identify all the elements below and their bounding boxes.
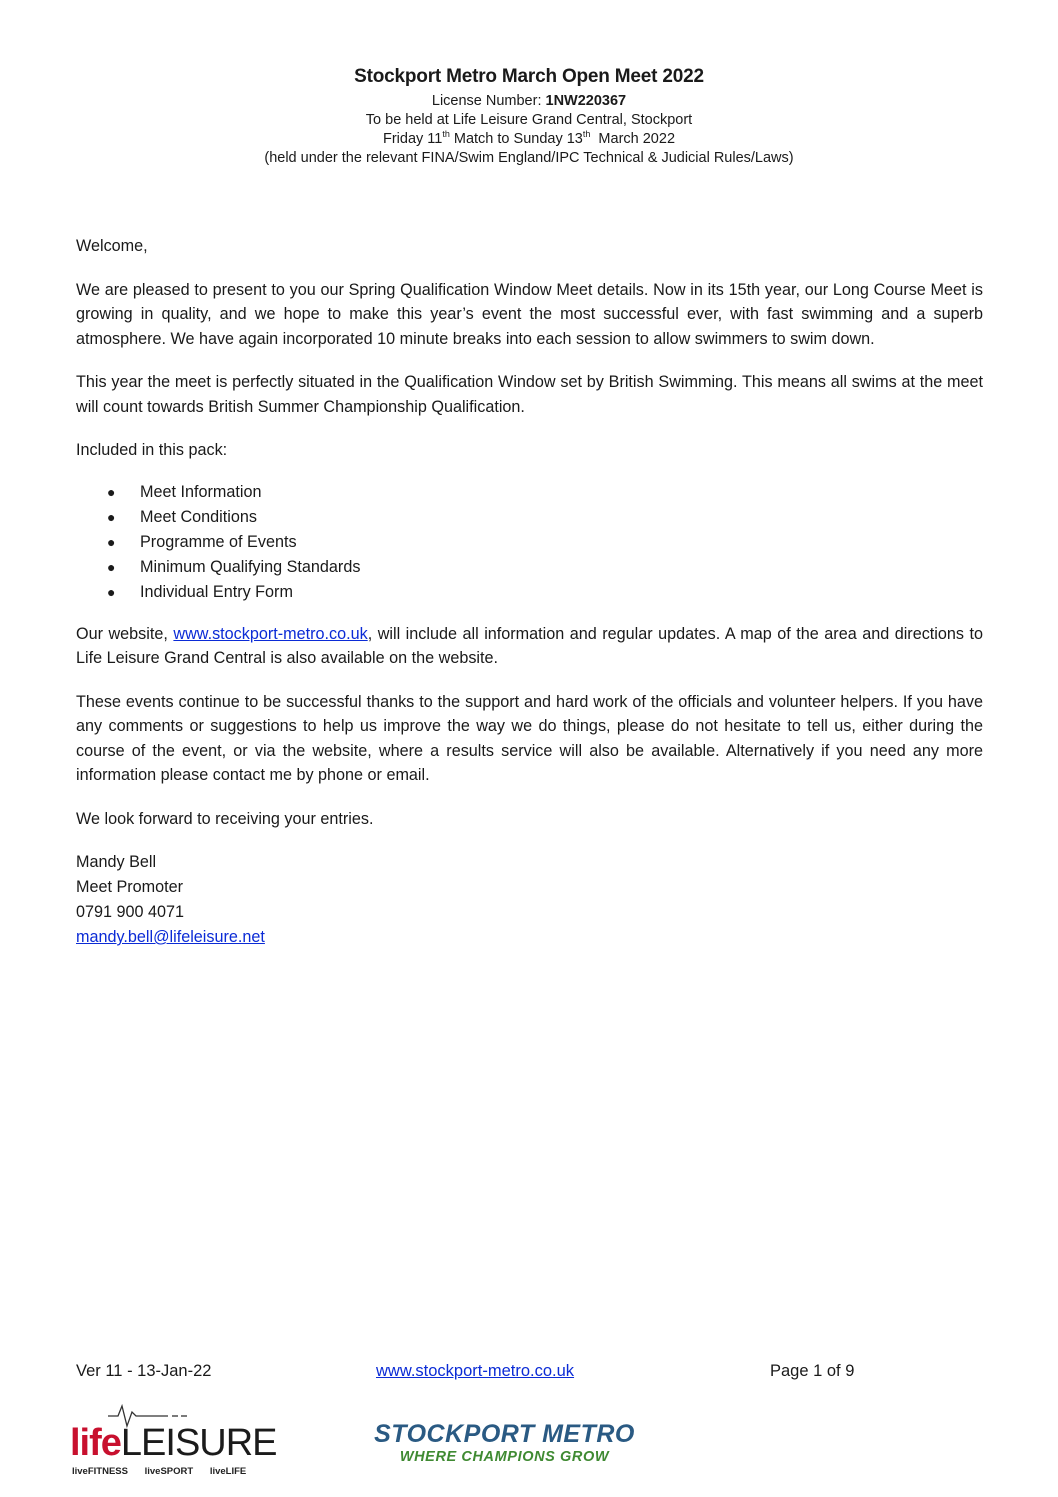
feedback-paragraph: These events continue to be successful thanks to the support and hard work of the officials and volunteer helpers. If you have any comments or suggestions to help us improve the way we do things, please do not hesitate to tell us, either during the course of the event, or via the website, where a results service will also be available. Alternatively if you need any more information please contact me by phone or email. — [76, 692, 983, 784]
closing-line: We look forward to receiving your entries. — [76, 809, 374, 828]
footer-website-link[interactable]: www.stockport-metro.co.uk — [376, 1362, 575, 1380]
list-item — [76, 505, 983, 530]
stockport-metro-logo — [362, 1420, 647, 1468]
website-text: , will include all information and regular updates. A map of the area and directions to Life Leisure Grand Central is also available on the website. — [76, 624, 983, 667]
intro-paragraph: We are pleased to present to you our Spring Qualification Window Meet details. Now in its 15th year, our Long Course Meet is growing in quality, and we hope to make this year’s event the most successful ever, with fast swimming and a superb atmosphere. We have again incorporated 10 minute breaks into each session to allow swimmers to swim down. — [76, 280, 983, 348]
website-paragraph — [76, 622, 983, 671]
greeting: Welcome, — [76, 237, 148, 255]
license-label: License Number: — [431, 93, 542, 109]
signoff-role: Meet Promoter — [76, 878, 184, 896]
license-number: 1NW220367 — [545, 93, 627, 109]
page-footer — [0, 1362, 1058, 1388]
dates-line — [0, 130, 1058, 149]
bullet-icon: ● — [107, 583, 116, 600]
tagline-item: liveSPORT — [144, 1466, 194, 1477]
license-line — [0, 92, 1058, 111]
metro-logo-slogan: WHERE CHAMPIONS GROW — [399, 1449, 610, 1465]
website-text: Our website, — [76, 624, 174, 643]
bullet-icon: ● — [107, 508, 116, 525]
list-item-label: Individual Entry Form — [140, 582, 293, 601]
qualification-paragraph: This year the meet is perfectly situated in the Qualification Window set by British Swimming. This means all swims at the meet will count towards British Summer Championship Qualification. — [76, 373, 983, 416]
life-leisure-tagline — [72, 1466, 260, 1477]
dates-part: Friday 11 — [382, 131, 443, 147]
signoff-email-link[interactable]: mandy.bell@lifeleisure.net — [76, 928, 265, 946]
rules-line: (held under the relevant FINA/Swim England/IPC Technical & Judicial Rules/Laws) — [264, 150, 794, 166]
signoff-block — [76, 850, 983, 950]
signoff-name: Mandy Bell — [76, 853, 157, 871]
list-item-label: Minimum Qualifying Standards — [140, 557, 361, 576]
tagline-item: liveLIFE — [209, 1466, 247, 1477]
dates-superscript: th — [582, 129, 591, 140]
list-item-label: Programme of Events — [140, 532, 297, 551]
list-item — [76, 530, 983, 555]
list-item — [76, 480, 983, 505]
leisure-word: LEISURE — [120, 1422, 277, 1464]
pack-list — [76, 480, 983, 605]
dates-part: March 2022 — [590, 131, 676, 147]
version-label: Ver 11 - 13-Jan-22 — [76, 1362, 212, 1380]
signoff-phone: 0791 900 4071 — [76, 903, 185, 921]
document-title: Stockport Metro March Open Meet 2022 — [354, 66, 704, 87]
dates-part: Match to Sunday 13 — [449, 131, 583, 147]
document-header — [0, 66, 1058, 168]
dates-superscript: th — [442, 129, 450, 140]
life-word: life — [70, 1422, 121, 1464]
letter-body — [76, 234, 983, 950]
life-leisure-logo — [70, 1400, 277, 1480]
metro-logo-name: STOCKPORT METRO — [374, 1420, 635, 1448]
pack-intro: Included in this pack: — [76, 441, 228, 459]
bullet-icon: ● — [107, 558, 116, 575]
venue-line: To be held at Life Leisure Grand Central, Stockport — [365, 112, 693, 128]
page-number: Page 1 of 9 — [770, 1362, 855, 1380]
bullet-icon: ● — [107, 483, 116, 500]
website-link[interactable]: www.stockport-metro.co.uk — [173, 624, 368, 643]
life-leisure-wordmark — [70, 1422, 277, 1465]
list-item-label: Meet Information — [140, 482, 262, 501]
list-item — [76, 580, 983, 605]
tagline-item: liveFITNESS — [72, 1466, 128, 1477]
list-item — [76, 555, 983, 580]
bullet-icon: ● — [107, 533, 116, 550]
list-item-label: Meet Conditions — [140, 507, 257, 526]
